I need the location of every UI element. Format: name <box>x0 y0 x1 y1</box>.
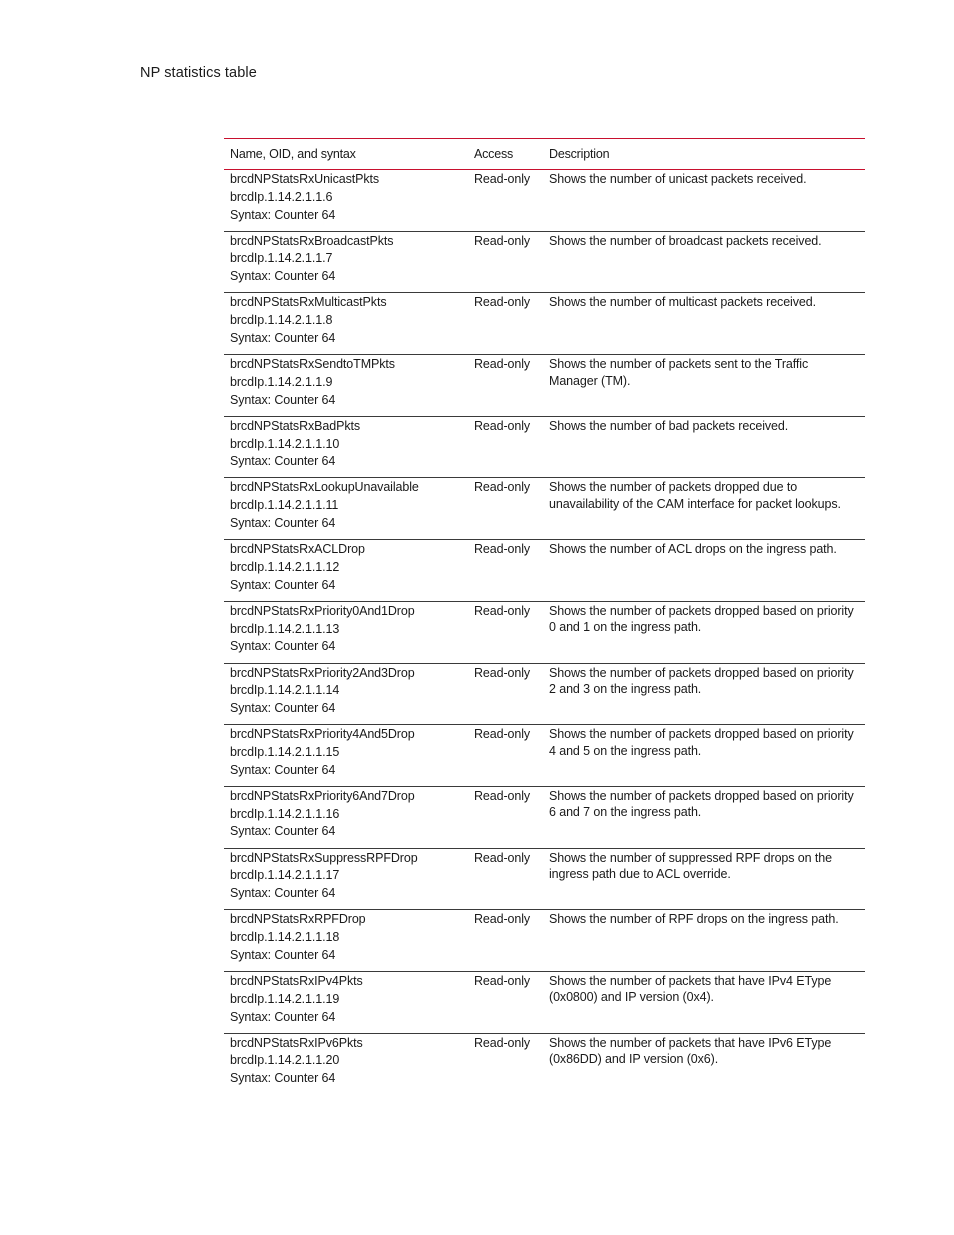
object-name: brcdNPStatsRxRPFDrop <box>230 912 366 927</box>
object-name: brcdNPStatsRxACLDrop <box>230 542 365 557</box>
table-row <box>224 170 865 232</box>
table-row <box>224 910 865 972</box>
object-oid: brcdIp.1.14.2.1.1.12 <box>230 559 340 574</box>
table-row <box>224 293 865 355</box>
object-syntax: Syntax: Counter 64 <box>230 639 336 654</box>
object-syntax: Syntax: Counter 64 <box>230 577 336 592</box>
object-name: brcdNPStatsRxSuppressRPFDrop <box>230 850 418 865</box>
cell-description: Shows the number of packets dropped based on priority 4 and 5 on the ingress path. <box>543 725 865 787</box>
cell-name-oid-syntax <box>224 848 468 910</box>
mib-object-table <box>224 138 865 1095</box>
cell-description: Shows the number of packets dropped based on priority 0 and 1 on the ingress path. <box>543 601 865 663</box>
cell-description: Shows the number of ACL drops on the ingress path. <box>543 540 865 602</box>
object-syntax: Syntax: Counter 64 <box>230 701 336 716</box>
column-header-access: Access <box>468 139 543 170</box>
cell-access: Read-only <box>468 848 543 910</box>
cell-description: Shows the number of packets dropped due to unavailability of the CAM interface for packet lookups. <box>543 478 865 540</box>
cell-name-oid-syntax <box>224 786 468 848</box>
cell-description: Shows the number of suppressed RPF drops on the ingress path due to ACL override. <box>543 848 865 910</box>
cell-access: Read-only <box>468 355 543 417</box>
object-name: brcdNPStatsRxUnicastPkts <box>230 172 380 186</box>
page-header: NP statistics table <box>140 65 257 81</box>
object-name: brcdNPStatsRxIPv4Pkts <box>230 973 363 988</box>
object-oid: brcdIp.1.14.2.1.1.18 <box>230 930 340 945</box>
object-oid: brcdIp.1.14.2.1.1.10 <box>230 436 340 451</box>
object-oid: brcdIp.1.14.2.1.1.14 <box>230 683 340 698</box>
cell-name-oid-syntax <box>224 231 468 293</box>
object-name: brcdNPStatsRxLookupUnavailable <box>230 480 419 495</box>
cell-description: Shows the number of packets sent to the Traffic Manager (TM). <box>543 355 865 417</box>
table-row <box>224 786 865 848</box>
object-name: brcdNPStatsRxPriority0And1Drop <box>230 603 415 618</box>
object-name: brcdNPStatsRxSendtoTMPkts <box>230 357 395 372</box>
object-oid: brcdIp.1.14.2.1.1.16 <box>230 806 340 821</box>
cell-access: Read-only <box>468 663 543 725</box>
object-syntax: Syntax: Counter 64 <box>230 886 336 901</box>
table-header-row <box>224 139 865 170</box>
object-oid: brcdIp.1.14.2.1.1.11 <box>230 498 339 513</box>
cell-name-oid-syntax <box>224 910 468 972</box>
object-oid: brcdIp.1.14.2.1.1.9 <box>230 374 333 389</box>
object-oid: brcdIp.1.14.2.1.1.20 <box>230 1053 340 1068</box>
object-syntax: Syntax: Counter 64 <box>230 1071 336 1086</box>
cell-access: Read-only <box>468 601 543 663</box>
cell-name-oid-syntax <box>224 355 468 417</box>
cell-name-oid-syntax <box>224 725 468 787</box>
cell-name-oid-syntax <box>224 540 468 602</box>
cell-name-oid-syntax <box>224 170 468 232</box>
column-header-name: Name, OID, and syntax <box>224 139 468 170</box>
cell-name-oid-syntax <box>224 416 468 478</box>
object-oid: brcdIp.1.14.2.1.1.8 <box>230 313 333 328</box>
table-row <box>224 540 865 602</box>
object-name: brcdNPStatsRxBadPkts <box>230 418 360 433</box>
cell-name-oid-syntax <box>224 601 468 663</box>
object-name: brcdNPStatsRxPriority6And7Drop <box>230 788 415 803</box>
object-syntax: Syntax: Counter 64 <box>230 762 336 777</box>
cell-access: Read-only <box>468 540 543 602</box>
table-row <box>224 231 865 293</box>
table-row <box>224 478 865 540</box>
object-oid: brcdIp.1.14.2.1.1.6 <box>230 189 333 204</box>
object-oid: brcdIp.1.14.2.1.1.19 <box>230 991 340 1006</box>
table-body <box>224 170 865 1095</box>
object-oid: brcdIp.1.14.2.1.1.13 <box>230 621 340 636</box>
object-name: brcdNPStatsRxIPv6Pkts <box>230 1035 363 1050</box>
cell-description: Shows the number of broadcast packets received. <box>543 231 865 293</box>
table-row <box>224 416 865 478</box>
cell-description: Shows the number of unicast packets received. <box>543 170 865 232</box>
object-name: brcdNPStatsRxBroadcastPkts <box>230 233 394 248</box>
object-syntax: Syntax: Counter 64 <box>230 269 336 284</box>
object-oid: brcdIp.1.14.2.1.1.15 <box>230 744 340 759</box>
cell-access: Read-only <box>468 416 543 478</box>
table-row <box>224 848 865 910</box>
object-syntax: Syntax: Counter 64 <box>230 947 336 962</box>
object-name: brcdNPStatsRxPriority2And3Drop <box>230 665 415 680</box>
object-oid: brcdIp.1.14.2.1.1.7 <box>230 251 333 266</box>
cell-access: Read-only <box>474 1035 531 1050</box>
cell-access: Read-only <box>468 786 543 848</box>
table-row <box>224 355 865 417</box>
cell-name-oid-syntax <box>224 663 468 725</box>
cell-access: Read-only <box>468 971 543 1033</box>
cell-description: Shows the number of packets dropped based on priority 6 and 7 on the ingress path. <box>543 786 865 848</box>
object-syntax: Syntax: Counter 64 <box>230 330 336 345</box>
cell-description: Shows the number of multicast packets received. <box>543 293 865 355</box>
cell-name-oid-syntax <box>224 293 468 355</box>
cell-description: Shows the number of bad packets received. <box>543 416 865 478</box>
object-syntax: Syntax: Counter 64 <box>230 516 336 531</box>
object-syntax: Syntax: Counter 64 <box>230 392 336 407</box>
table-row <box>224 663 865 725</box>
table-row <box>224 1033 865 1095</box>
object-name: brcdNPStatsRxPriority4And5Drop <box>230 727 415 742</box>
cell-description: Shows the number of packets that have IPv6 EType (0x86DD) and IP version (0x6). <box>549 1035 832 1067</box>
cell-description: Shows the number of RPF drops on the ingress path. <box>543 910 865 972</box>
object-syntax: Syntax: Counter 64 <box>230 1009 336 1024</box>
cell-name-oid-syntax <box>224 1033 468 1095</box>
cell-access: Read-only <box>468 910 543 972</box>
table-row <box>224 971 865 1033</box>
cell-name-oid-syntax <box>224 478 468 540</box>
object-syntax: Syntax: Counter 64 <box>230 454 336 469</box>
column-header-description: Description <box>543 139 865 170</box>
cell-access: Read-only <box>468 478 543 540</box>
object-syntax: Syntax: Counter 64 <box>230 207 336 222</box>
cell-access: Read-only <box>468 725 543 787</box>
table-row <box>224 601 865 663</box>
cell-name-oid-syntax <box>224 971 468 1033</box>
object-name: brcdNPStatsRxMulticastPkts <box>230 295 387 310</box>
cell-description: Shows the number of packets that have IPv4 EType (0x0800) and IP version (0x4). <box>543 971 865 1033</box>
cell-access: Read-only <box>468 170 543 232</box>
cell-access: Read-only <box>468 293 543 355</box>
cell-description: Shows the number of packets dropped based on priority 2 and 3 on the ingress path. <box>543 663 865 725</box>
object-syntax: Syntax: Counter 64 <box>230 824 336 839</box>
cell-access: Read-only <box>468 231 543 293</box>
table-row <box>224 725 865 787</box>
object-oid: brcdIp.1.14.2.1.1.17 <box>230 868 340 883</box>
